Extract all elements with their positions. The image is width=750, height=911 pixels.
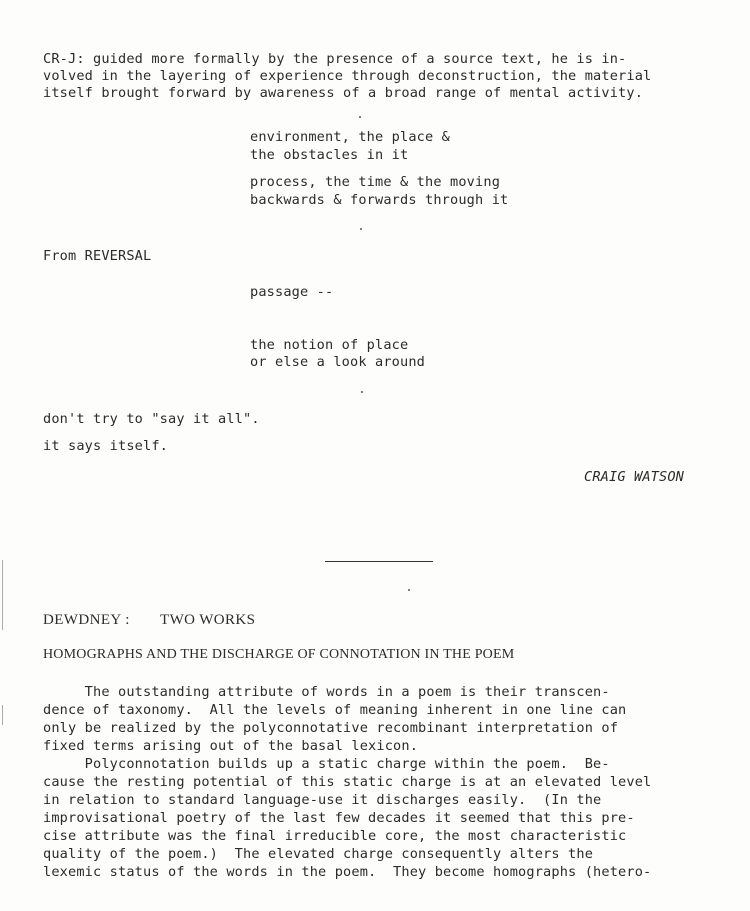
dewdney-body-line-7: in relation to standard language-use it discharges easily. (In the	[43, 792, 602, 808]
dewdney-body-line-5: Polyconnotation builds up a static charge within the poem. Be-	[43, 756, 610, 772]
scan-edge-mark	[2, 560, 3, 630]
dewdney-body-line-1: The outstanding attribute of words in a poem is their transcen-	[43, 684, 610, 700]
poem1-stanza1-line2: the obstacles in it	[250, 147, 409, 163]
scan-speck	[408, 589, 410, 591]
scan-speck	[361, 391, 363, 393]
scan-speck	[359, 116, 361, 118]
closing-line-1: don't try to "say it all".	[43, 411, 260, 427]
crj-line-2: volved in the layering of experience through deconstruction, the material	[43, 68, 652, 84]
reversal-stanza-line2: or else a look around	[250, 354, 426, 370]
dewdney-body-line-3: only be realized by the polyconnotative recombinant interpretation of	[43, 720, 619, 736]
dewdney-body-line-4: fixed terms arising out of the basal lexicon.	[43, 738, 419, 754]
dewdney-heading-name: DEWDNEY :	[43, 612, 130, 628]
section-divider	[325, 561, 433, 562]
scan-edge-mark	[2, 705, 3, 725]
dewdney-heading-title: TWO WORKS	[160, 612, 256, 628]
crj-line-3: itself brought forward by awareness of a broad range of mental activity.	[43, 85, 644, 101]
dewdney-body-line-6: cause the resting potential of this static charge is at an elevated level	[43, 774, 652, 790]
dewdney-body-line-11: lexemic status of the words in the poem. They become homographs (hetero-	[43, 864, 652, 880]
reversal-stanza-line1: the notion of place	[250, 337, 409, 353]
scan-speck	[360, 228, 362, 230]
dewdney-subtitle: HOMOGRAPHS AND THE DISCHARGE OF CONNOTATION IN THE POEM	[43, 647, 515, 662]
poem1-stanza1-line1: environment, the place &	[250, 129, 451, 145]
dewdney-body-line-8: improvisational poetry of the last few decades it seemed that this pre-	[43, 810, 635, 826]
crj-line-1: CR-J: guided more formally by the presence of a source text, he is in-	[43, 51, 627, 67]
reversal-passage: passage --	[250, 284, 334, 300]
poem1-stanza2-line1: process, the time & the moving	[250, 174, 501, 190]
poem1-stanza2-line2: backwards & forwards through it	[250, 192, 509, 208]
dewdney-body-line-10: quality of the poem.) The elevated charge consequently alters the	[43, 846, 594, 862]
reversal-heading: From REVERSAL	[43, 248, 152, 264]
author-signature: CRAIG WATSON	[584, 469, 685, 485]
dewdney-body-line-2: dence of taxonomy. All the levels of meaning inherent in one line can	[43, 702, 627, 718]
dewdney-body-line-9: cise attribute was the final irreducible core, the most characteristic	[43, 828, 627, 844]
closing-line-2: it says itself.	[43, 438, 169, 454]
